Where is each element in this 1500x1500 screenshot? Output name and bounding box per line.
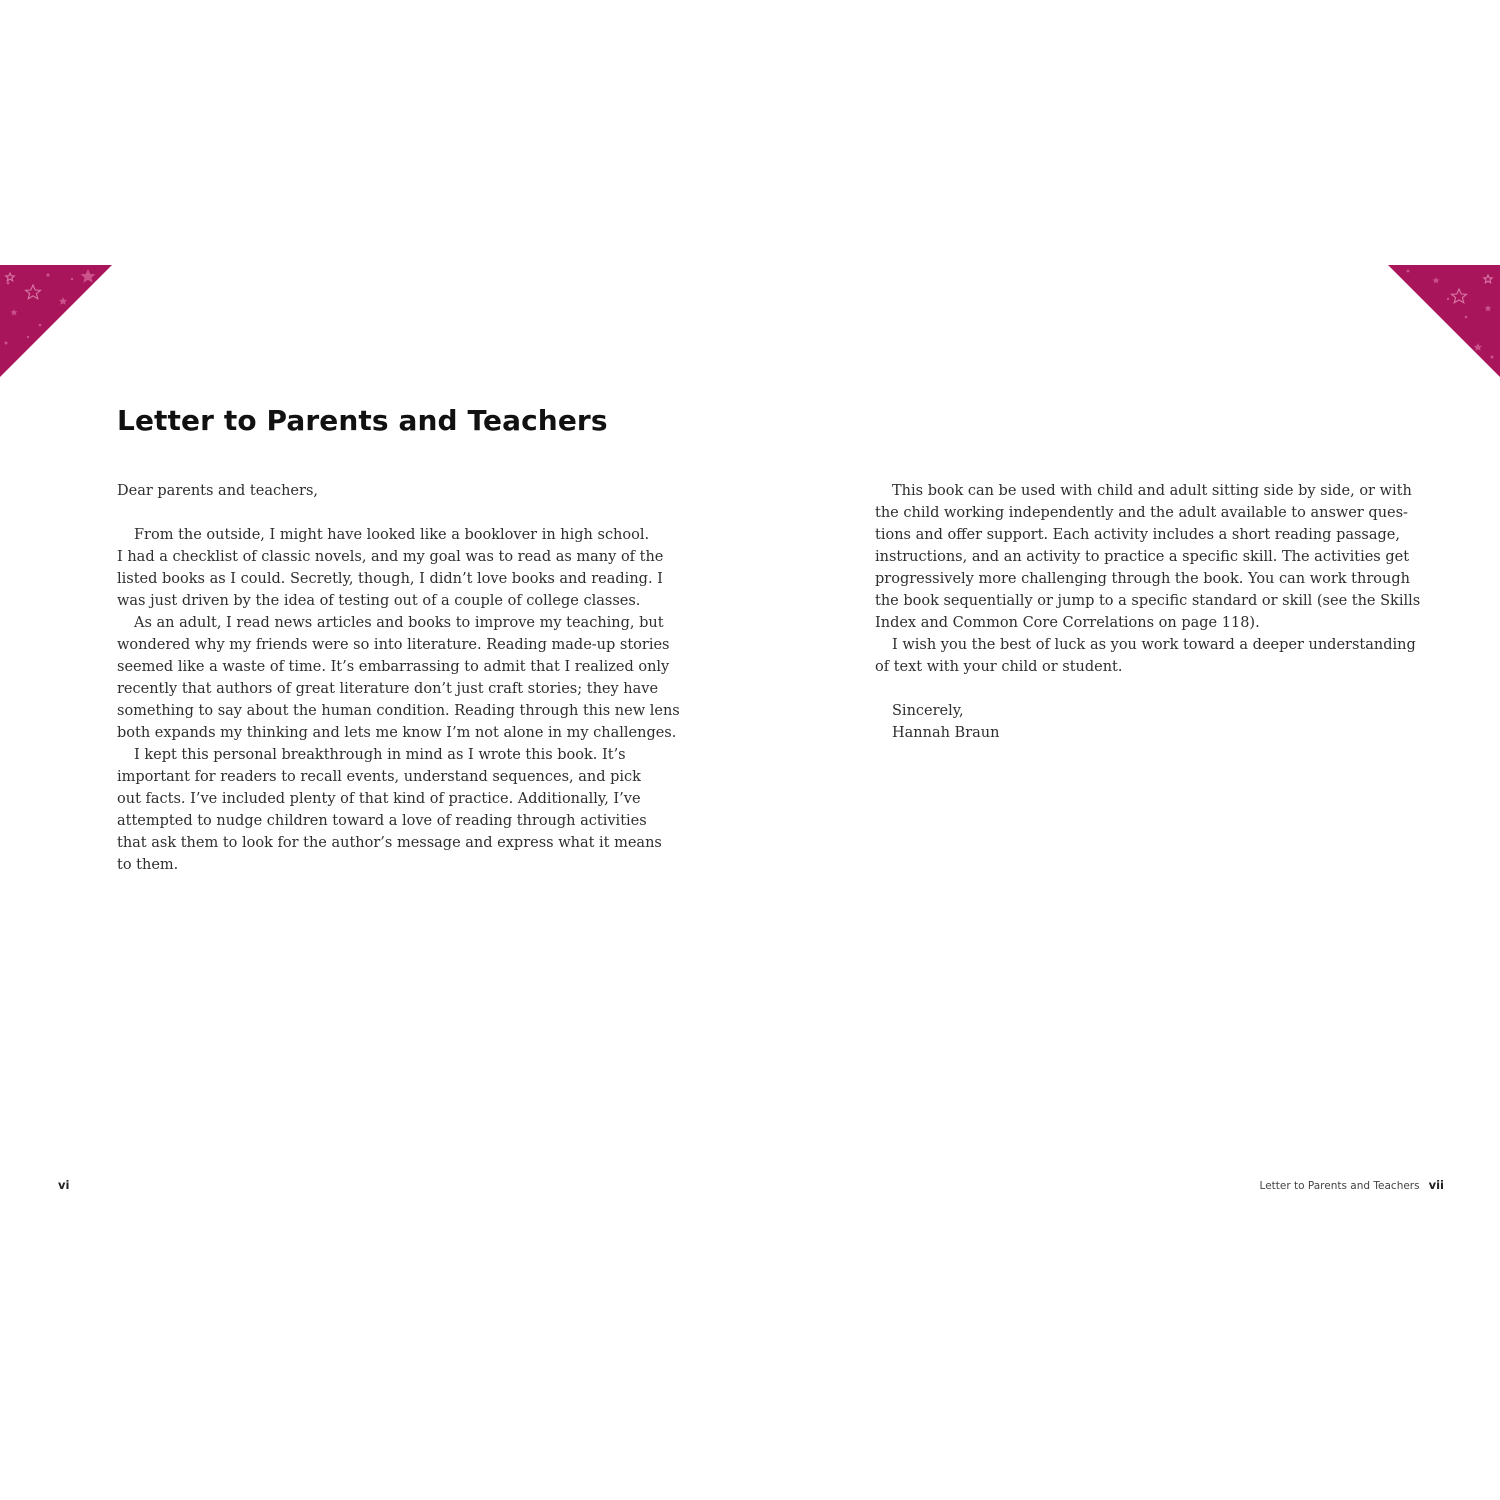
star-pattern-triangle-icon (1388, 265, 1500, 377)
text-line: I kept this personal breakthrough in mind as I wrote this book. It’s (134, 747, 626, 763)
text-line: tions and offer support. Each activity includes a short reading passage, (875, 527, 1400, 543)
text-line: the child working independently and the adult available to answer ques- (875, 505, 1408, 521)
signature: Hannah Braun (892, 725, 1000, 741)
paragraph (117, 744, 662, 876)
text-line: wondered why my friends were so into literature. Reading made-up stories (117, 637, 670, 653)
text-line: the book sequentially or jump to a specific standard or skill (see the Skills (875, 593, 1421, 609)
paragraph (875, 634, 1416, 678)
text-line: recently that authors of great literature don’t just craft stories; they have (117, 681, 659, 697)
text-line: of text with your child or student. (875, 659, 1123, 675)
text-line: Index and Common Core Correlations on page 118). (875, 615, 1260, 631)
text-line: out facts. I’ve included plenty of that kind of practice. Additionally, I’ve (117, 791, 641, 807)
left-column-body (117, 480, 680, 876)
paragraph-spacer (117, 502, 642, 524)
text-line: listed books as I could. Secretly, though, I didn’t love books and reading. I (117, 571, 663, 587)
text-line: From the outside, I might have looked like a booklover in high school. (134, 527, 650, 543)
closing: Sincerely, (892, 703, 964, 719)
greeting: Dear parents and teachers, (117, 483, 318, 499)
text-line: attempted to nudge children toward a love of reading through activities (117, 813, 647, 829)
text-line: This book can be used with child and adult sitting side by side, or with (892, 483, 1412, 499)
star-pattern-triangle-icon (0, 265, 112, 377)
text-line: was just driven by the idea of testing out of a couple of college classes. (117, 593, 641, 609)
right-column-body (875, 480, 1421, 744)
text-line: instructions, and an activity to practice a specific skill. The activities get (875, 549, 1410, 565)
text-line: progressively more challenging through the book. You can work through (875, 571, 1410, 587)
text-line: both expands my thinking and lets me know I’m not alone in my challenges. (117, 725, 677, 741)
text-line: important for readers to recall events, understand sequences, and pick (117, 769, 641, 785)
paragraph (117, 524, 664, 612)
text-line: As an adult, I read news articles and books to improve my teaching, but (134, 615, 664, 631)
right-footer (1260, 1178, 1444, 1192)
text-line: something to say about the human condition. Reading through this new lens (117, 703, 680, 719)
paragraph (117, 612, 680, 744)
text-line: that ask them to look for the author’s message and express what it means (117, 835, 662, 851)
right-page-number: vii (1428, 1178, 1444, 1192)
text-line: seemed like a waste of time. It’s embarrassing to admit that I realized only (117, 659, 670, 675)
left-page-number: vi (58, 1178, 70, 1192)
paragraph-spacer (875, 678, 1395, 700)
text-line: to them. (117, 857, 179, 873)
text-line: I had a checklist of classic novels, and my goal was to read as many of the (117, 549, 664, 565)
paragraph (875, 480, 1421, 634)
text-line: I wish you the best of luck as you work toward a deeper understanding (892, 637, 1416, 653)
page-title: Letter to Parents and Teachers (117, 404, 608, 437)
running-head: Letter to Parents and Teachers (1259, 1180, 1420, 1192)
